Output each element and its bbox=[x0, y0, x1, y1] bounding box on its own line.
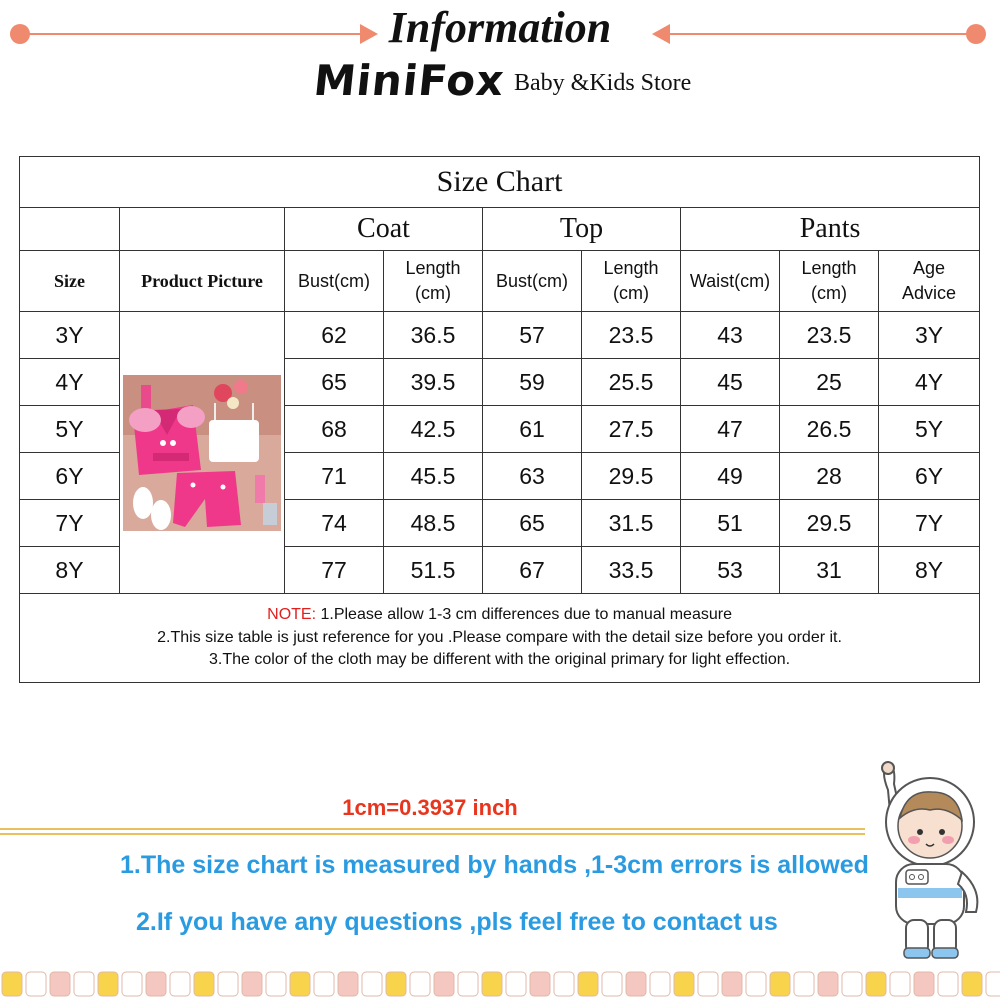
header-line-right bbox=[668, 33, 973, 35]
border-tile bbox=[626, 972, 646, 996]
cell-age: 7Y bbox=[879, 500, 980, 547]
cell-coat-bust: 77 bbox=[285, 547, 384, 594]
cell-top-bust: 65 bbox=[483, 500, 582, 547]
cell-top-length: 33.5 bbox=[582, 547, 681, 594]
border-tile bbox=[962, 972, 982, 996]
border-tile bbox=[914, 972, 934, 996]
border-tile bbox=[554, 972, 574, 996]
border-tile bbox=[74, 972, 94, 996]
header-product-picture: Product Picture bbox=[120, 251, 285, 312]
border-tile bbox=[218, 972, 238, 996]
border-tile bbox=[170, 972, 190, 996]
border-tile bbox=[98, 972, 118, 996]
border-tile bbox=[578, 972, 598, 996]
border-tile bbox=[818, 972, 838, 996]
border-tile bbox=[242, 972, 262, 996]
cell-coat-bust: 62 bbox=[285, 312, 384, 359]
cell-waist: 43 bbox=[681, 312, 780, 359]
cell-top-bust: 63 bbox=[483, 453, 582, 500]
cell-coat-bust: 71 bbox=[285, 453, 384, 500]
cell-pants-length: 31 bbox=[780, 547, 879, 594]
border-tile bbox=[194, 972, 214, 996]
border-tile bbox=[314, 972, 334, 996]
table-row bbox=[20, 312, 980, 359]
border-tile bbox=[434, 972, 454, 996]
border-tile bbox=[26, 972, 46, 996]
cell-pants-length: 29.5 bbox=[780, 500, 879, 547]
header-age-line2: Advice bbox=[902, 283, 957, 303]
page-title: Information bbox=[388, 3, 612, 52]
border-tile bbox=[842, 972, 862, 996]
empty-cell bbox=[20, 208, 120, 251]
cell-pants-length: 26.5 bbox=[780, 406, 879, 453]
cell-coat-length: 39.5 bbox=[384, 359, 483, 406]
size-chart-title: Size Chart bbox=[20, 157, 980, 208]
cell-waist: 47 bbox=[681, 406, 780, 453]
header-pants-length-line2: (cm) bbox=[811, 283, 847, 303]
header-top-length-line2: (cm) bbox=[613, 283, 649, 303]
product-picture-cell bbox=[120, 312, 285, 594]
cell-coat-bust: 74 bbox=[285, 500, 384, 547]
border-tile bbox=[986, 972, 1000, 996]
note-line-1-text: 1.Please allow 1-3 cm differences due to manual measure bbox=[316, 606, 732, 624]
cell-waist: 51 bbox=[681, 500, 780, 547]
cell-size: 8Y bbox=[20, 547, 120, 594]
info-line-1: 1.The size chart is measured by hands ,1-3cm errors is allowed bbox=[120, 851, 869, 879]
divider-line bbox=[0, 833, 865, 835]
border-tile bbox=[266, 972, 286, 996]
border-tile bbox=[602, 972, 622, 996]
cell-top-length: 23.5 bbox=[582, 312, 681, 359]
header-top-length-line1: Length bbox=[603, 258, 659, 278]
header-coat-length bbox=[384, 251, 483, 312]
header-top-length bbox=[582, 251, 681, 312]
header-age-line1: Age bbox=[913, 258, 946, 278]
border-tile bbox=[50, 972, 70, 996]
note-line-3: 3.The color of the cloth may be different with the original primary for light effection. bbox=[209, 651, 791, 669]
note-label: NOTE: bbox=[267, 606, 317, 624]
border-tile bbox=[890, 972, 910, 996]
size-chart-table bbox=[19, 156, 980, 683]
border-tile bbox=[290, 972, 310, 996]
cell-coat-length: 51.5 bbox=[384, 547, 483, 594]
cell-coat-length: 48.5 bbox=[384, 500, 483, 547]
cell-coat-bust: 68 bbox=[285, 406, 384, 453]
header-pants-length bbox=[780, 251, 879, 312]
border-tile bbox=[506, 972, 526, 996]
cell-pants-length: 23.5 bbox=[780, 312, 879, 359]
header-age-advice bbox=[879, 251, 980, 312]
cell-age: 4Y bbox=[879, 359, 980, 406]
cell-top-bust: 67 bbox=[483, 547, 582, 594]
header-top-bust: Bust(cm) bbox=[483, 251, 582, 312]
empty-cell bbox=[120, 208, 285, 251]
border-tile bbox=[338, 972, 358, 996]
note-line-1 bbox=[20, 604, 979, 627]
cell-coat-length: 36.5 bbox=[384, 312, 483, 359]
cell-top-length: 31.5 bbox=[582, 500, 681, 547]
cell-age: 5Y bbox=[879, 406, 980, 453]
border-tile bbox=[2, 972, 22, 996]
note-cell bbox=[20, 594, 980, 683]
border-tile bbox=[482, 972, 502, 996]
border-tile bbox=[770, 972, 790, 996]
cell-top-bust: 59 bbox=[483, 359, 582, 406]
cell-top-length: 25.5 bbox=[582, 359, 681, 406]
border-tile bbox=[650, 972, 670, 996]
border-tile bbox=[146, 972, 166, 996]
brand-logo: MiniFox bbox=[311, 56, 507, 105]
group-pants: Pants bbox=[681, 208, 980, 251]
cell-size: 7Y bbox=[20, 500, 120, 547]
brand-subtitle: Baby &Kids Store bbox=[514, 70, 692, 96]
cell-coat-length: 42.5 bbox=[384, 406, 483, 453]
divider-line bbox=[0, 828, 865, 830]
border-tile bbox=[122, 972, 142, 996]
cell-age: 6Y bbox=[879, 453, 980, 500]
header-pants-length-line1: Length bbox=[801, 258, 857, 278]
border-tile bbox=[698, 972, 718, 996]
info-line-2: 2.If you have any questions ,pls feel free to contact us bbox=[136, 908, 778, 936]
cell-size: 5Y bbox=[20, 406, 120, 453]
border-tile bbox=[722, 972, 742, 996]
border-tile bbox=[530, 972, 550, 996]
cell-pants-length: 25 bbox=[780, 359, 879, 406]
cell-top-length: 27.5 bbox=[582, 406, 681, 453]
astronaut-icon bbox=[866, 760, 986, 966]
border-tile bbox=[674, 972, 694, 996]
cell-age: 3Y bbox=[879, 312, 980, 359]
cell-waist: 45 bbox=[681, 359, 780, 406]
header-coat-length-line2: (cm) bbox=[415, 283, 451, 303]
header-coat-length-line1: Length bbox=[405, 258, 461, 278]
border-tile bbox=[410, 972, 430, 996]
cell-size: 3Y bbox=[20, 312, 120, 359]
border-tile bbox=[866, 972, 886, 996]
note-line-2: 2.This size table is just reference for you .Please compare with the detail size before you order it. bbox=[157, 628, 842, 646]
group-top: Top bbox=[483, 208, 681, 251]
cell-waist: 53 bbox=[681, 547, 780, 594]
cell-size: 6Y bbox=[20, 453, 120, 500]
border-tile bbox=[746, 972, 766, 996]
border-tile bbox=[794, 972, 814, 996]
cell-top-bust: 61 bbox=[483, 406, 582, 453]
border-tile bbox=[938, 972, 958, 996]
cell-size: 4Y bbox=[20, 359, 120, 406]
border-tile bbox=[458, 972, 478, 996]
cell-top-length: 29.5 bbox=[582, 453, 681, 500]
product-picture bbox=[123, 375, 281, 531]
cell-top-bust: 57 bbox=[483, 312, 582, 359]
cell-pants-length: 28 bbox=[780, 453, 879, 500]
border-tile bbox=[362, 972, 382, 996]
cell-coat-length: 45.5 bbox=[384, 453, 483, 500]
header-dot-right bbox=[966, 24, 986, 44]
header-size: Size bbox=[20, 251, 120, 312]
conversion-text: 1cm=0.3937 inch bbox=[342, 795, 518, 820]
cell-waist: 49 bbox=[681, 453, 780, 500]
header-coat-bust: Bust(cm) bbox=[285, 251, 384, 312]
decorative-border bbox=[0, 968, 1000, 1000]
group-coat: Coat bbox=[285, 208, 483, 251]
cell-age: 8Y bbox=[879, 547, 980, 594]
header-waist: Waist(cm) bbox=[681, 251, 780, 312]
cell-coat-bust: 65 bbox=[285, 359, 384, 406]
border-tile bbox=[386, 972, 406, 996]
